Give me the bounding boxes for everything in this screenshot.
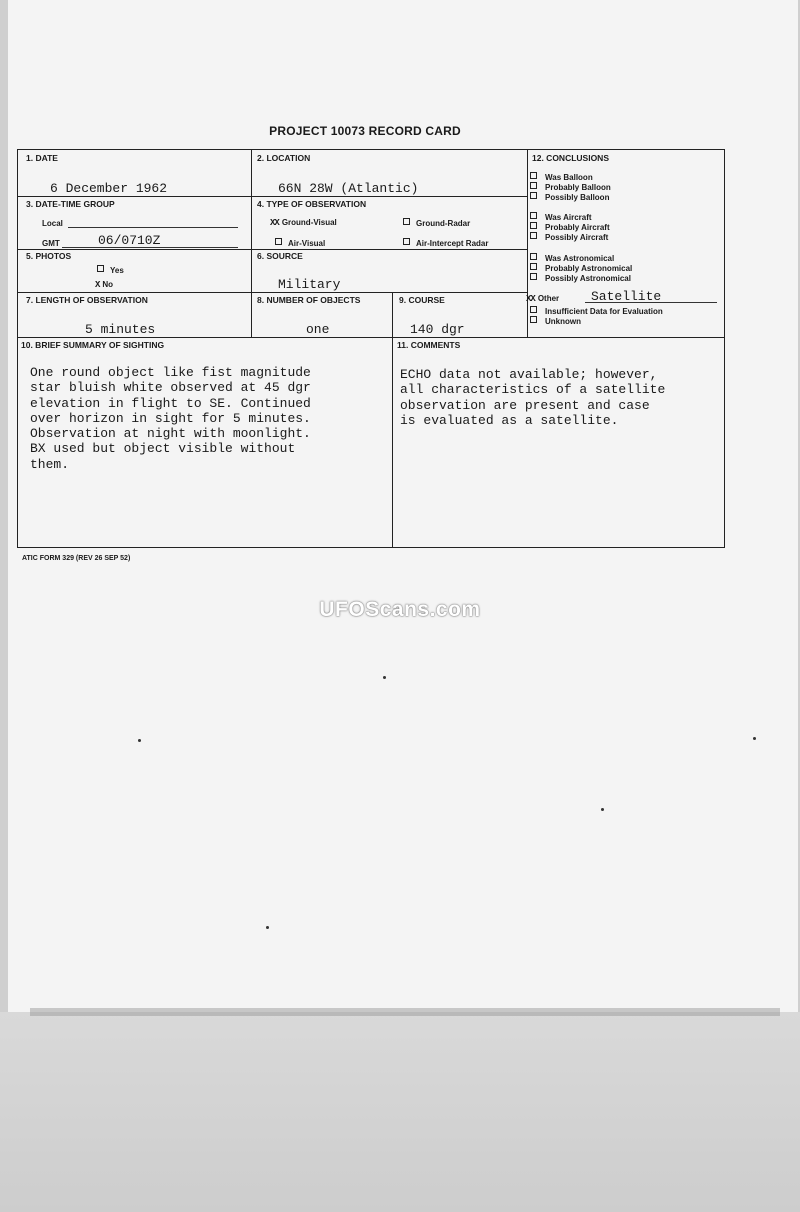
summary-label: 10. BRIEF SUMMARY OF SIGHTING [21, 340, 165, 350]
checkbox [530, 172, 537, 179]
conclusion-other-label: Other [537, 294, 560, 303]
date-time-group-label: 3. DATE-TIME GROUP [26, 199, 115, 209]
objects-value: one [306, 322, 330, 337]
comments-line: observation are present and case [400, 397, 650, 413]
conclusion-possibly-balloon [530, 192, 609, 203]
summary-text [30, 365, 311, 472]
conclusion-possibly-astronomical [530, 273, 631, 284]
course-label: 9. COURSE [399, 295, 445, 305]
sheet-shadow [30, 1008, 780, 1016]
length-label: 7. LENGTH OF OBSERVATION [26, 295, 148, 305]
comments-label: 11. COMMENTS [397, 340, 461, 350]
speck [138, 739, 141, 742]
summary-line: elevation in flight to SE. Continued [30, 395, 311, 411]
photos-yes-label: Yes [110, 266, 124, 275]
option-air-visual-label: Air-Visual [288, 239, 326, 248]
speck [753, 737, 756, 740]
date-value: 6 December 1962 [50, 181, 168, 196]
conclusion-possibly-aircraft [530, 232, 608, 243]
conclusion-other-value: Satellite [591, 289, 662, 304]
option-ground-visual-mark: XX [270, 218, 279, 228]
checkbox [530, 222, 537, 229]
watermark: UFOScans.com [319, 598, 481, 621]
photos-yes [97, 265, 124, 275]
speck [266, 926, 269, 929]
option-ground-visual-label: Ground-Visual [281, 218, 337, 227]
option-air-visual [275, 238, 325, 248]
summary-line: them. [30, 456, 70, 472]
underlying-sheet [0, 1012, 800, 1212]
course-value: 140 dgr [410, 322, 465, 337]
source-value: Military [278, 277, 341, 292]
speck [601, 808, 604, 811]
objects-label: 8. NUMBER OF OBJECTS [257, 295, 361, 305]
gmt-value: 06/0710Z [98, 233, 161, 248]
summary-line: One round object like fist magnitude [30, 365, 311, 380]
conclusion-label: Possibly Astronomical [545, 274, 631, 283]
conclusion-label: Was Balloon [545, 173, 593, 182]
checkbox [530, 253, 537, 260]
checkbox-ground-radar [403, 218, 410, 225]
conclusion-unknown [530, 316, 581, 327]
option-air-intercept-radar [403, 238, 488, 248]
local-label: Local [42, 219, 63, 228]
location-value: 66N 28W (Atlantic) [278, 181, 419, 196]
summary-line: Observation at night with moonlight. [30, 426, 311, 442]
summary-line: BX used but object visible without [30, 441, 296, 457]
photos-no-label: No [102, 280, 114, 289]
checkbox-photos-yes [97, 265, 104, 272]
comments-line: is evaluated as a satellite. [400, 412, 619, 428]
length-value: 5 minutes [85, 322, 156, 337]
checkbox [530, 316, 537, 323]
checkbox [530, 192, 537, 199]
conclusion-label: Possibly Aircraft [545, 233, 609, 242]
checkbox-air-visual [275, 238, 282, 245]
summary-line: star bluish white observed at 45 dgr [30, 380, 311, 396]
comments-line: ECHO data not available; however, [400, 367, 658, 382]
conclusion-label: Insufficient Data for Evaluation [545, 307, 663, 316]
checkbox [530, 212, 537, 219]
location-label: 2. LOCATION [257, 153, 311, 163]
conclusion-label: Unknown [545, 317, 581, 326]
record-card [17, 149, 725, 548]
gmt-label: GMT [42, 239, 60, 248]
source-label: 6. SOURCE [257, 251, 303, 261]
checkbox [530, 263, 537, 270]
option-ground-radar [403, 218, 470, 228]
conclusion-label: Possibly Balloon [545, 193, 610, 202]
checkbox-air-intercept-radar [403, 238, 410, 245]
speck [383, 676, 386, 679]
conclusion-label: Probably Astronomical [545, 264, 633, 273]
option-ground-visual [270, 218, 337, 228]
checkbox [530, 306, 537, 313]
summary-line: over horizon in sight for 5 minutes. [30, 410, 311, 426]
observation-type-label: 4. TYPE OF OBSERVATION [257, 199, 367, 209]
checkbox [530, 182, 537, 189]
conclusions-label: 12. CONCLUSIONS [532, 153, 609, 163]
card-title: PROJECT 10073 RECORD CARD [269, 124, 461, 138]
checkbox [530, 232, 537, 239]
photos-no [95, 280, 113, 290]
conclusion-other [526, 294, 559, 304]
comments-text [400, 367, 665, 428]
checkbox [530, 273, 537, 280]
conclusion-label: Probably Balloon [545, 183, 611, 192]
date-label: 1. DATE [26, 153, 58, 163]
conclusion-label: Was Aircraft [545, 213, 592, 222]
conclusion-other-mark: XX [526, 294, 535, 304]
comments-line: all characteristics of a satellite [400, 382, 666, 398]
conclusion-label: Was Astronomical [545, 254, 615, 263]
photos-no-mark: X [95, 280, 100, 290]
option-ground-radar-label: Ground-Radar [416, 219, 471, 228]
photos-label: 5. PHOTOS [26, 251, 72, 261]
conclusion-label: Probably Aircraft [545, 223, 610, 232]
form-identifier: ATIC FORM 329 (REV 26 SEP 52) [22, 555, 131, 562]
option-air-intercept-radar-label: Air-Intercept Radar [416, 239, 489, 248]
